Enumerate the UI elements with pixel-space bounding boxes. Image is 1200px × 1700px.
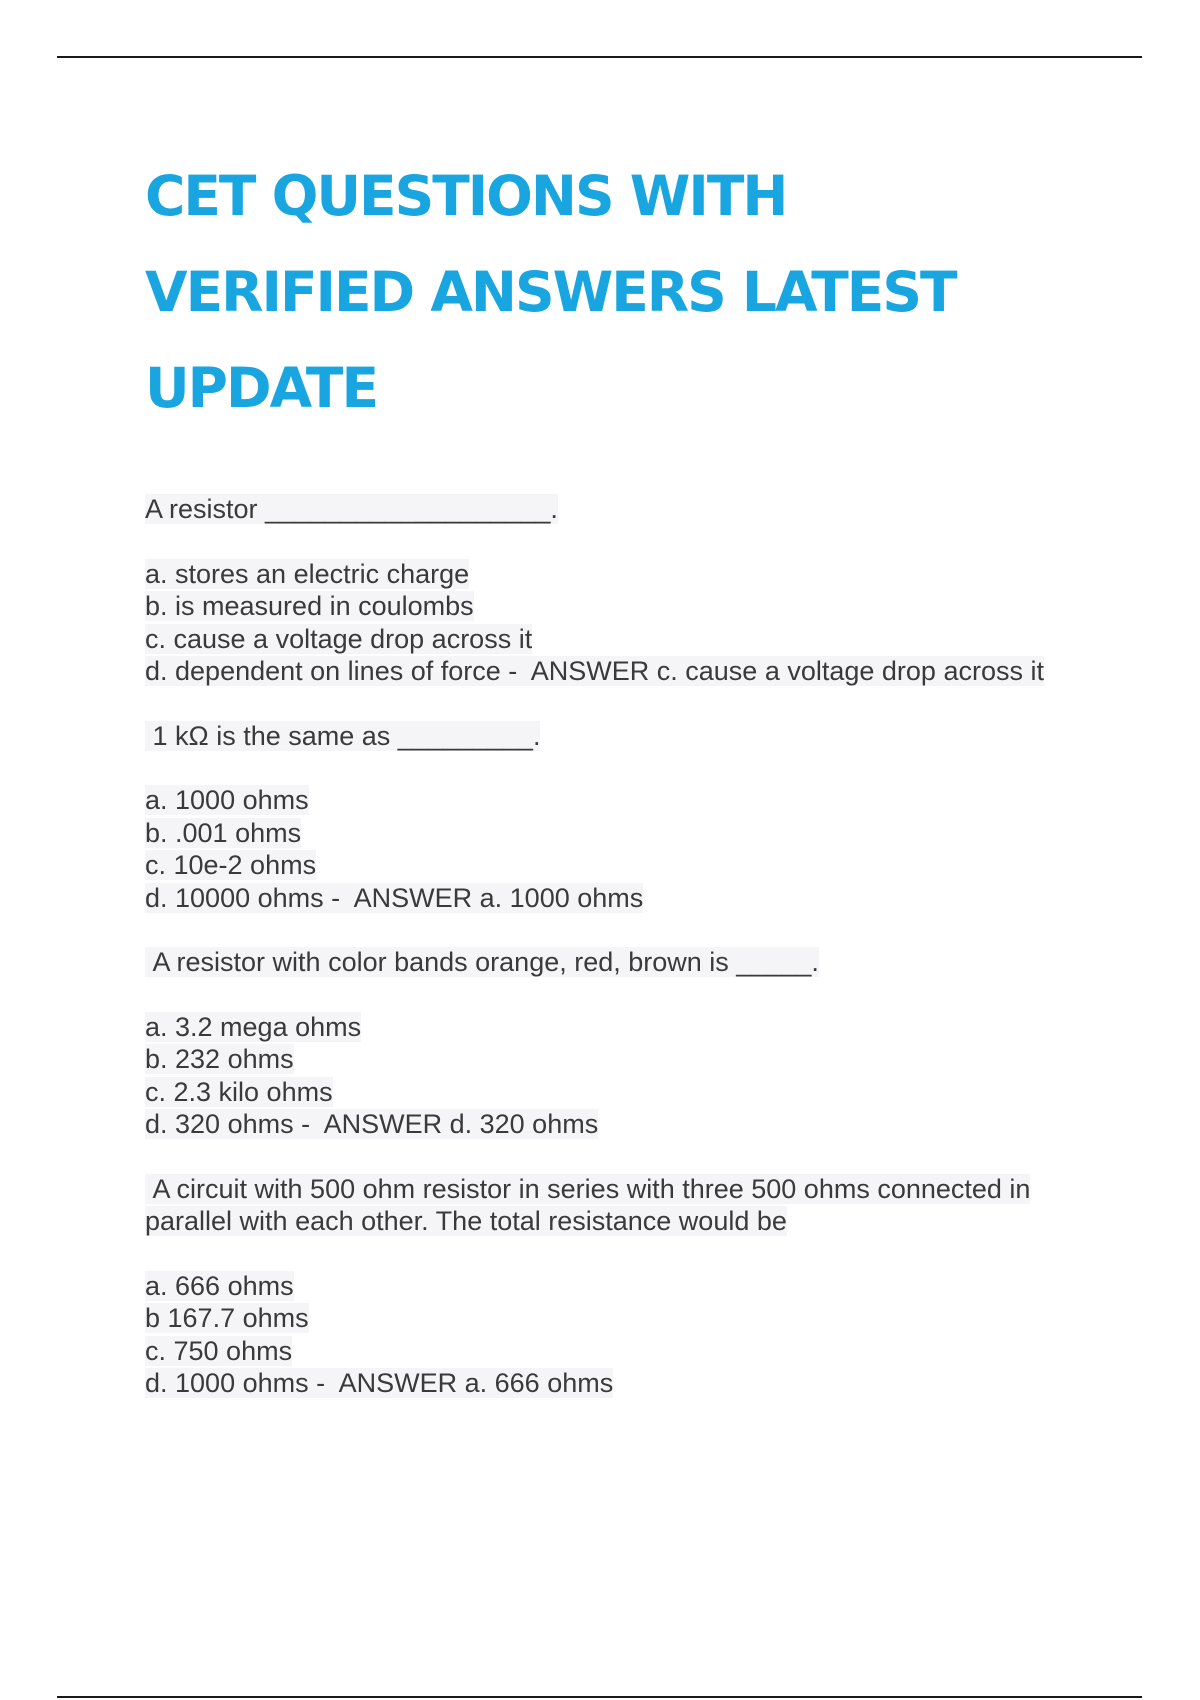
question-text: A resistor with color bands orange, red, brown is _____. bbox=[145, 947, 819, 977]
question-text: 1 kΩ is the same as _________. bbox=[145, 720, 541, 751]
top-rule bbox=[57, 56, 1142, 58]
question-text: A circuit with 500 ohm resistor in series with three 500 ohms connected in parallel with each other. The total resistance would be bbox=[145, 1173, 1031, 1236]
option-item: a. 3.2 mega ohms bbox=[145, 1011, 362, 1042]
option-item: c. 2.3 kilo ohms bbox=[145, 1076, 333, 1107]
option-item-with-answer: d. dependent on lines of force - ANSWER c. cause a voltage drop across it bbox=[145, 656, 1044, 686]
option-item-with-answer: d. 1000 ohms - ANSWER a. 666 ohms bbox=[145, 1368, 614, 1398]
option-item: a. 1000 ohms bbox=[145, 785, 309, 815]
option-item: c. 750 ohms bbox=[145, 1335, 293, 1366]
bottom-rule bbox=[57, 1696, 1142, 1698]
answer-options bbox=[145, 558, 1145, 688]
question-block-4 bbox=[145, 1173, 1145, 1400]
title-line-3: UPDATE bbox=[145, 356, 378, 420]
option-item-with-answer: d. 10000 ohms - ANSWER a. 1000 ohms bbox=[145, 882, 644, 913]
option-item: b. is measured in coulombs bbox=[145, 591, 474, 621]
option-item: b. .001 ohms bbox=[145, 817, 302, 848]
answer-options bbox=[145, 784, 1145, 914]
option-item-with-answer: d. 320 ohms - ANSWER d. 320 ohms bbox=[145, 1109, 599, 1139]
questions-list bbox=[145, 493, 1145, 1432]
title-line-1: CET QUESTIONS WITH bbox=[145, 164, 787, 228]
option-item: b 167.7 ohms bbox=[145, 1303, 309, 1333]
option-item: c. 10e-2 ohms bbox=[145, 850, 317, 880]
option-item: a. 666 ohms bbox=[145, 1270, 294, 1301]
title-line-2: VERIFIED ANSWERS LATEST bbox=[145, 260, 956, 324]
answer-options bbox=[145, 1270, 1145, 1400]
question-block-1 bbox=[145, 493, 1145, 688]
option-item: c. cause a voltage drop across it bbox=[145, 623, 533, 654]
question-text: A resistor ___________________. bbox=[145, 494, 558, 524]
question-block-3 bbox=[145, 946, 1145, 1141]
answer-options bbox=[145, 1011, 1145, 1141]
option-item: a. stores an electric charge bbox=[145, 558, 470, 589]
page-title bbox=[145, 148, 1145, 436]
question-block-2 bbox=[145, 720, 1145, 915]
option-item: b. 232 ohms bbox=[145, 1044, 294, 1074]
